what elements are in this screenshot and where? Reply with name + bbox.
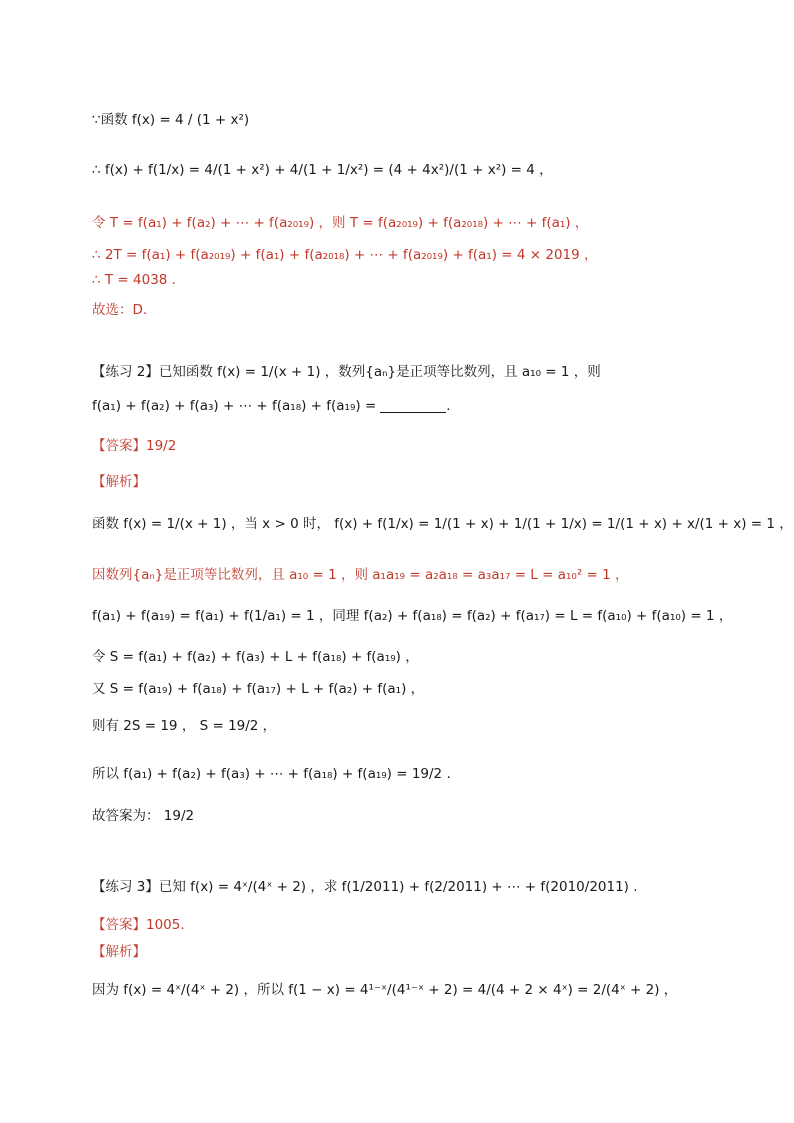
geometric-sequence: [92, 563, 629, 583]
answer-blank: [380, 400, 446, 413]
text-line: 【答案】1005.: [92, 917, 185, 933]
text-line: 故答案为： 19/2: [92, 808, 195, 824]
text-line: ∴ T = 4038 .: [92, 272, 176, 288]
exercise-2-statement: [92, 360, 601, 380]
conclusion: [92, 762, 451, 782]
text-line: f(a₁) + f(a₁₉) = f(a₁) + f(1/a₁) = 1 ，同理 f(a₂) + f(a₁₈) = f(a₂) + f(a₁₇) = L = f(a₁₀) + f(a₁₀) = 1 ，: [92, 608, 733, 624]
text-line: 函数 f(x) = 1/(x + 1) ，当 x > 0 时， f(x) + f(1/x) = 1/(1 + x) + 1/(1 + 1/x) = 1/(1 + x) + x/(1 + x) = 1 ，: [92, 516, 793, 532]
T-value: [92, 272, 176, 288]
final-answer: [92, 804, 194, 824]
S-value: [92, 714, 276, 734]
text-line: 因数列{aₙ}是正项等比数列，且 a₁₀ = 1 ，则 a₁a₁₉ = a₂a₁₈ = a₃a₁₇ = L = a₁₀² = 1 ，: [92, 567, 629, 583]
text-line: ∵函数 f(x) = 4 / (1 + x²): [92, 112, 250, 128]
double-T: [92, 243, 598, 263]
analysis-heading: [92, 470, 146, 490]
text-line: 又 S = f(a₁₉) + f(a₁₈) + f(a₁₇) + L + f(a₂) + f(a₁) ，: [92, 681, 425, 697]
text-line: 【解析】: [92, 944, 146, 960]
exercise-2-answer: [92, 434, 176, 454]
pair-sums: [92, 604, 732, 624]
period: .: [446, 398, 451, 414]
analysis-heading-2: [92, 940, 146, 960]
text-line: 因为 f(x) = 4ˣ/(4ˣ + 2) ，所以 f(1 − x) = 4¹⁻ˣ/(4¹⁻ˣ + 2) = 4/(4 + 2 × 4ˣ) = 2/(4ˣ + 2) ，: [92, 982, 678, 998]
text-line: f(a₁) + f(a₂) + f(a₃) + ⋯ + f(a₁₈) + f(a₁₉) =: [92, 398, 377, 414]
text-line: 【答案】19/2: [92, 438, 177, 454]
define-S: [92, 645, 419, 665]
text-line: 令 T = f(a₁) + f(a₂) + ⋯ + f(a₂₀₁₉) ，则 T = f(a₂₀₁₉) + f(a₂₀₁₈) + ⋯ + f(a₁) ，: [92, 215, 589, 231]
text-line: ∴ f(x) + f(1/x) = 4/(1 + x²) + 4/(1 + 1/x²) = (4 + 4x²)/(1 + x²) = 4 ，: [92, 162, 553, 178]
given-function: [92, 108, 249, 128]
exercise-2-sum: [92, 398, 451, 414]
exercise-3-statement: [92, 875, 638, 895]
text-line: 所以 f(a₁) + f(a₂) + f(a₃) + ⋯ + f(a₁₈) + f(a₁₉) = 19/2 .: [92, 766, 451, 782]
text-line: 故选：D.: [92, 302, 148, 318]
answer-choice: [92, 298, 147, 318]
reverse-S: [92, 677, 424, 697]
text-line: 令 S = f(a₁) + f(a₂) + f(a₃) + L + f(a₁₈) + f(a₁₉) ，: [92, 649, 419, 665]
exercise-3-derivation: [92, 978, 677, 998]
text-line: 【练习 2】已知函数 f(x) = 1/(x + 1) ，数列{aₙ}是正项等比数列，且 a₁₀ = 1 ，则: [92, 364, 601, 380]
function-property: [92, 512, 793, 532]
define-T: [92, 211, 588, 231]
text-line: 则有 2S = 19 ， S = 19/2 ，: [92, 718, 277, 734]
text-line: ∴ 2T = f(a₁) + f(a₂₀₁₉) + f(a₁) + f(a₂₀₁₈) + ⋯ + f(a₂₀₁₉) + f(a₁) = 4 × 2019 ，: [92, 247, 598, 263]
text-line: 【练习 3】已知 f(x) = 4ˣ/(4ˣ + 2) ，求 f(1/2011) + f(2/2011) + ⋯ + f(2010/2011) .: [92, 879, 638, 895]
text-line: 【解析】: [92, 474, 146, 490]
reciprocal-sum: [92, 158, 553, 178]
exercise-3-answer: [92, 913, 185, 933]
